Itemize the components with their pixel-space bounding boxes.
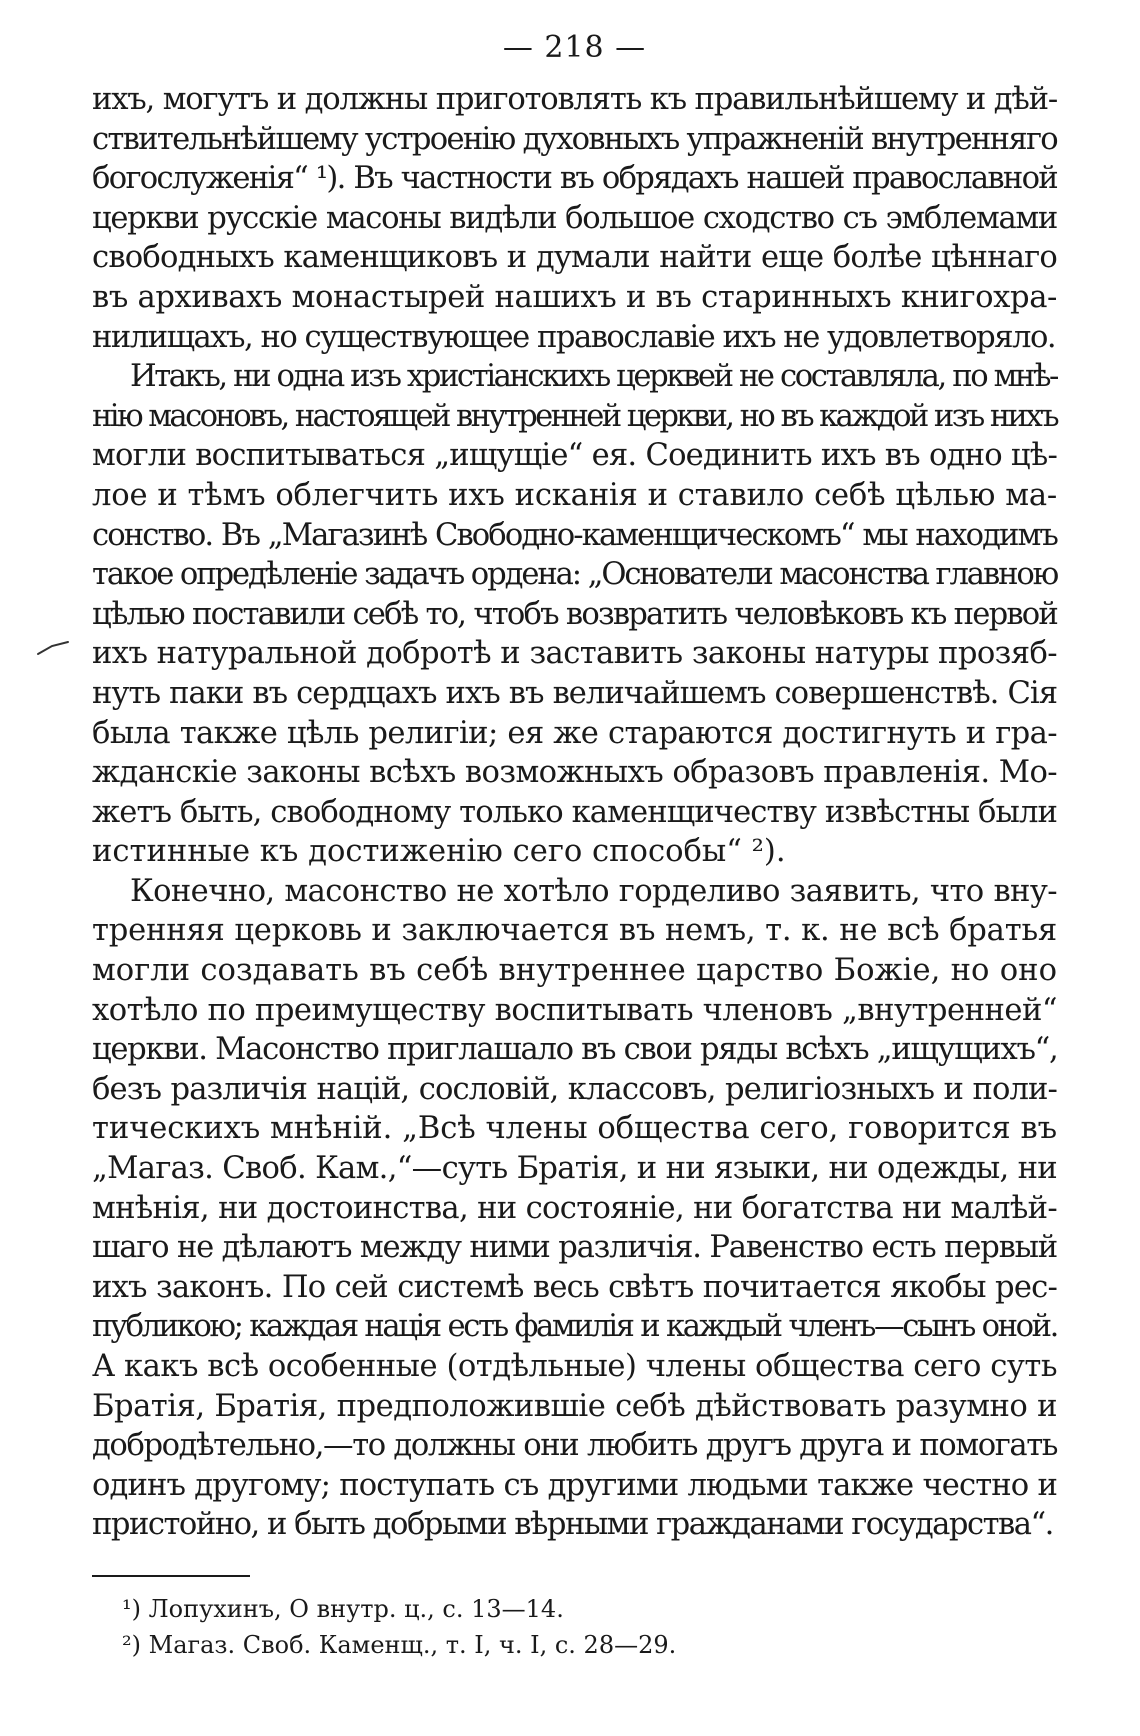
text-line: въ архивахъ монастырей нашихъ и въ старинныхъ книгохра- [92, 279, 1057, 315]
text-line: тическихъ мнѣній. „Всѣ члены общества сего, говорится въ [92, 1111, 1057, 1147]
text-line: богослуженія“ ¹). Въ частности въ обрядахъ нашей православной [92, 161, 1057, 197]
paragraph-3 [92, 872, 1057, 1545]
footnote-text: Магаз. Своб. Каменщ., т. I, ч. I, с. 28—29. [148, 1630, 677, 1659]
text-line: тренняя церковь и заключается въ немъ, т. к. не всѣ братья [92, 913, 1057, 949]
text-line: одинъ другому; поступать съ другими людьми также честно и [92, 1467, 1057, 1503]
text-line: свободныхъ каменщиковъ и думали найти еще болѣе цѣннаго [92, 240, 1057, 276]
text-line: шаго не дѣлаютъ между ними различія. Равенство есть первый [92, 1230, 1057, 1266]
text-line: А какъ всѣ особенные (отдѣльные) члены общества сего суть [92, 1349, 1057, 1384]
paragraph-1 [92, 80, 1057, 357]
text-line: истинные къ достиженію сего способы“ ²). [92, 834, 786, 870]
text-line: ствительнѣйшему устроенію духовныхъ упражненій внутренняго [92, 121, 1058, 157]
text-line: пристойно, и быть добрыми вѣрными гражданами государства“. [92, 1507, 1053, 1543]
text-line: ихъ натуральной добротѣ и заставить законы натуры прозяб- [92, 636, 1057, 672]
text-line: Итакъ, ни одна изъ христіанскихъ церквей не составляла, по мнѣ- [130, 359, 1057, 395]
text-line: безъ различія націй, сословій, классовъ, религіозныхъ и поли- [92, 1071, 1057, 1107]
text-line: такое опредѣленіе задачъ ордена: „Основатели масонства главною [92, 557, 1058, 593]
text-line: Братія, Братія, предположившіе себѣ дѣйствовать разумно и [92, 1388, 1057, 1424]
text-line: могли воспитываться „ищущіе“ ея. Соединить ихъ въ одно цѣ- [92, 438, 1057, 474]
text-line: церкви. Масонство приглашало въ свои ряды всѣхъ „ищущихъ“, [92, 1032, 1058, 1068]
pencil-margin-mark-icon [36, 640, 70, 656]
text-line: жетъ быть, свободному только каменщичеству извѣстны были [92, 794, 1057, 830]
text-line: хотѣло по преимуществу воспитывать членовъ „внутренней“ [92, 992, 1057, 1028]
footnote-1 [92, 1591, 1057, 1627]
text-line: лое и тѣмъ облегчить ихъ исканія и ставило себѣ цѣлью ма- [92, 477, 1057, 513]
text-line: цѣлью поставили себѣ то, чтобъ возвратить человѣковъ къ первой [92, 596, 1057, 632]
text-line: Конечно, масонство не хотѣло горделиво заявить, что вну- [130, 873, 1057, 909]
text-line: жданскіе законы всѣхъ возможныхъ образовъ правленія. Мо- [92, 755, 1057, 791]
text-line: публикою; каждая нація есть фамилія и каждый членъ—сынъ оной. [92, 1309, 1057, 1345]
text-line: „Магаз. Своб. Кам.,“—суть Братія, и ни языки, ни одежды, ни [92, 1151, 1057, 1187]
text-line: нилищахъ, но существующее православіе ихъ не удовлетворяло. [92, 319, 1056, 355]
text-line: ихъ законъ. По сей системѣ весь свѣтъ почитается якобы рес- [92, 1269, 1057, 1305]
paragraph-2 [92, 357, 1057, 872]
text-line: церкви русскіе масоны видѣли большое сходство съ эмблемами [92, 200, 1057, 236]
text-line: была также цѣль религіи; ея же стараются достигнуть и гра- [92, 715, 1057, 751]
page-number: — 218 — [502, 30, 647, 65]
footnote-marker: ²) [122, 1630, 141, 1659]
footnote-marker: ¹) [122, 1594, 141, 1623]
text-line: нію масоновъ, настоящей внутренней церкви, но въ каждой изъ нихъ [92, 398, 1057, 434]
text-line: могли создавать въ себѣ внутреннее царство Божіе, но оно [92, 953, 1057, 989]
footnote-2 [92, 1627, 1057, 1663]
text-line: добродѣтельно,—то должны они любить другъ друга и помогать [92, 1428, 1057, 1464]
book-page [92, 28, 1057, 1663]
text-line: нуть паки въ сердцахъ ихъ въ величайшемъ совершенствѣ. Сія [92, 675, 1057, 711]
text-line: мнѣнія, ни достоинства, ни состояніе, ни богатства ни малѣй- [92, 1190, 1057, 1226]
text-line: ихъ, могутъ и должны приготовлять къ правильнѣйшему и дѣй- [92, 82, 1057, 117]
footnote-divider [92, 1575, 250, 1577]
text-line: сонство. Въ „Магазинѣ Свободно-каменщическомъ“ мы находимъ [92, 517, 1057, 553]
footnote-text: Лопухинъ, О внутр. ц., с. 13—14. [148, 1594, 564, 1623]
